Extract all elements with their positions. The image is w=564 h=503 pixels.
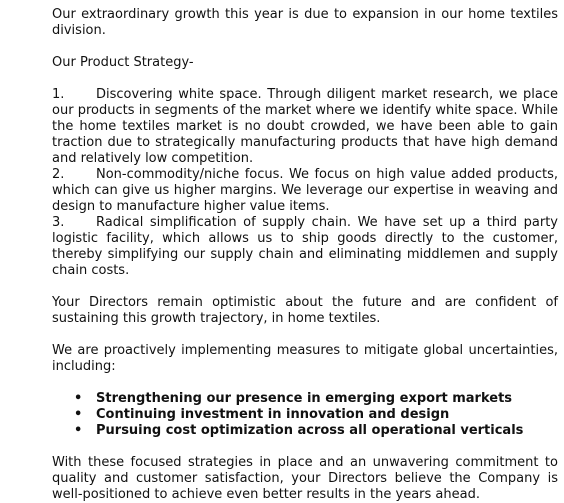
strategy-item-2 <box>52 167 558 215</box>
bullet-dot-icon: • <box>74 407 83 422</box>
measures-bullet-list <box>52 391 558 439</box>
strategy-item-number: 3. <box>52 215 65 230</box>
spacer <box>52 71 558 87</box>
bullet-dot-icon: • <box>74 423 83 438</box>
strategy-item-text: Discovering white space. Through diligent market research, we place our products in segments of the market where we identify white space. While the home textiles market is no doubt crowded, we have been able to gain traction due to strategically manufacturing products that have high demand and relatively low competition. <box>52 87 558 166</box>
measures-intro-paragraph: We are proactively implementing measures to mitigate global uncertainties, including: <box>52 343 558 374</box>
bullet-item <box>52 391 558 407</box>
strategy-item-number: 1. <box>52 87 65 102</box>
bullet-item-text: Pursuing cost optimization across all operational verticals <box>96 423 524 438</box>
bullet-item <box>52 407 558 423</box>
spacer <box>52 279 558 295</box>
bullet-item-text: Strengthening our presence in emerging export markets <box>96 391 513 406</box>
bullet-dot-icon: • <box>74 391 83 406</box>
strategy-item-1 <box>52 87 558 167</box>
document-page <box>52 7 558 503</box>
bullet-item-text: Continuing investment in innovation and design <box>96 407 450 422</box>
strategy-heading: Our Product Strategy- <box>52 55 194 70</box>
strategy-item-text: Radical simplification of supply chain. We have set up a third party logistic facility, which allows us to ship goods directly to the customer, thereby simplifying our supply chain and eliminating middlemen and supply chain costs. <box>52 215 558 278</box>
spacer <box>52 375 558 391</box>
bullet-item <box>52 423 558 439</box>
strategy-item-3 <box>52 215 558 279</box>
strategy-list <box>52 87 558 279</box>
spacer <box>52 327 558 343</box>
strategy-item-text: Non-commodity/niche focus. We focus on high value added products, which can give us higher margins. We leverage our expertise in weaving and design to manufacture higher value items. <box>52 167 558 214</box>
spacer <box>52 39 558 55</box>
optimism-paragraph: Your Directors remain optimistic about the future and are confident of sustaining this growth trajectory, in home textiles. <box>52 295 558 326</box>
strategy-item-number: 2. <box>52 167 65 182</box>
intro-paragraph: Our extraordinary growth this year is due to expansion in our home textiles division. <box>52 7 558 38</box>
closing-paragraph: With these focused strategies in place and an unwavering commitment to quality and customer satisfaction, your Directors believe the Company is well-positioned to achieve even better results in the years ahead. <box>52 455 558 502</box>
spacer <box>52 439 558 455</box>
